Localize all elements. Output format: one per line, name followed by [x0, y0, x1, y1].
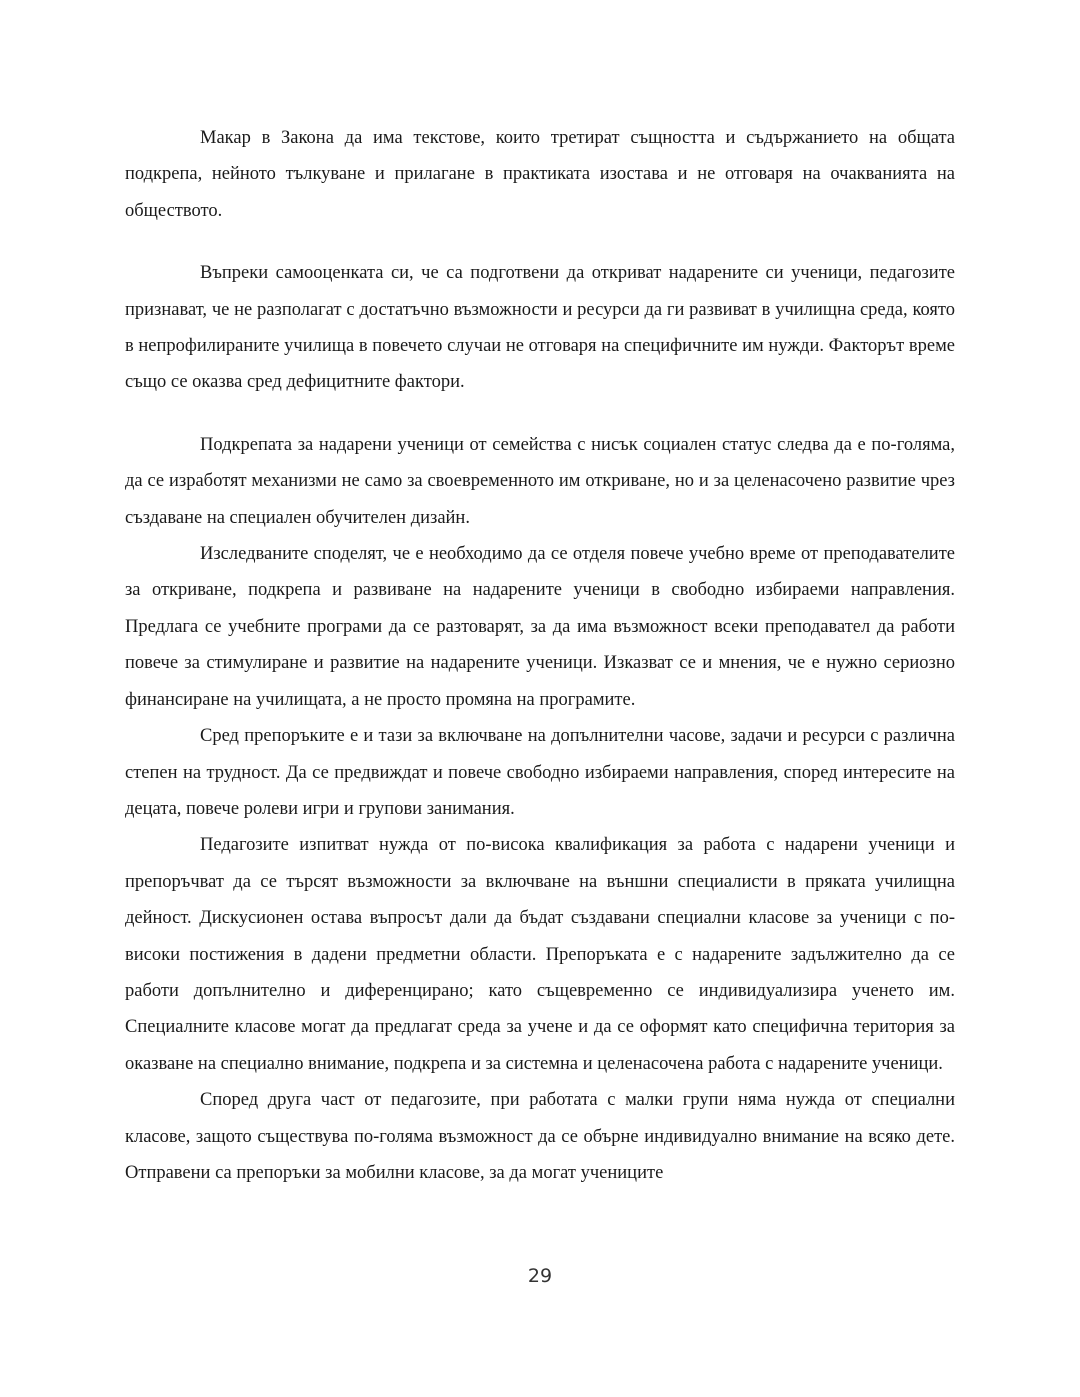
paragraph-small-groups: Според друга част от педагозите, при работата с малки групи няма нужда от специални класове, защото съществува по-голяма възможност да се обърне индивидуално внимание на всяко дете. Отправени са препоръки за мобилни класове, за да могат учениците [125, 1090, 955, 1183]
page-number: 29 [527, 1265, 553, 1287]
paragraph-low-status-support: Подкрепата за надарени ученици от семейства с нисък социален статус следва да е по-голяма, да се изработят механизми не само за своевременното им откриване, но и за целенасочено развитие чрез създаване на специален обучителен дизайн. [125, 434, 955, 528]
paragraph-teacher-self-assessment: Въпреки самооценката си, че са подготвени да откриват надарените си ученици, педагозите признават, че не разполагат с достатъчно възможности и ресурси да ги развиват в училищна среда, която в непрофилираните училища в повечето случаи не отговаря на специфичните им нужди. Факторът време също се оказва сред дефицитните фактори. [125, 263, 955, 393]
paragraph-qualification: Педагозите изпитват нужда от по-висока квалификация за работа с надарени ученици и препоръчват да се търсят възможности за включване на външни специалисти в пряката училищна дейност. Дискусионен остава въпросът дали да бъдат създавани специални класове за ученици с по-високи постижения в дадени предметни области. Препоръката е с надарените задължително да се работи допълнително и диференцирано; като същевременно се индивидуализира ученето им. Специалните класове могат да предлагат среда за учене и да се оформят като специфична територия за оказване на специално внимание, подкрепа и за системна и целенасочена работа с надарените ученици. [125, 835, 955, 1074]
document-body [125, 120, 955, 1191]
paragraph-law-general-support: Макар в Закона да има текстове, които третират същността и съдържанието на общата подкрепа, нейното тълкуване и прилагане в практиката изостава и не отговаря на очакванията на обществото. [125, 128, 955, 221]
paragraph-recommendations: Сред препоръките е и тази за включване на допълнителни часове, задачи и ресурси с различна степен на трудност. Да се предвиждат и повече свободно избираеми направления, според интересите на децата, повече ролеви игри и групови занимания. [125, 726, 955, 819]
paragraph-study-time: Изследваните споделят, че е необходимо да се отделя повече учебно време от преподавателите за откриване, подкрепа и развиване на надарените ученици в свободно избираеми направления. Предлага се учебните програми да се разтоварят, за да има възможност всеки преподавател да работи повече за стимулиране и развитие на надарените ученици. Изказват се и мнения, че е нужно сериозно финансиране на училищата, а не просто промяна на програмите. [125, 544, 955, 710]
